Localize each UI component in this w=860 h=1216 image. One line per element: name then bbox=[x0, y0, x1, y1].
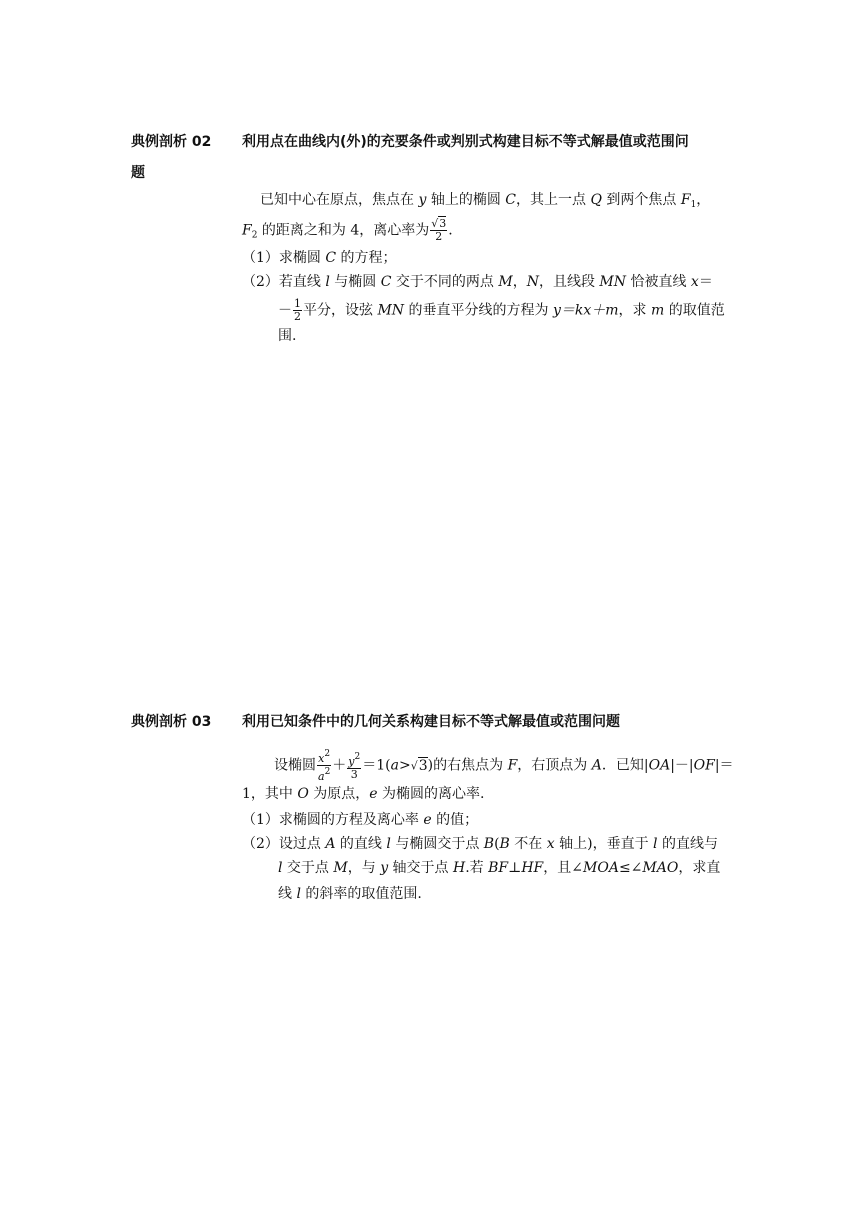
question-2-line-2 bbox=[278, 298, 725, 323]
var-BF: BF bbox=[488, 860, 509, 876]
question-2-line-3: 围. bbox=[278, 328, 297, 344]
text: ( bbox=[494, 836, 500, 852]
section-title: 利用点在曲线内(外)的充要条件或判别式构建目标不等式解最值或范围问 bbox=[242, 134, 689, 150]
text: ＋ bbox=[332, 757, 347, 774]
text: 的直线 bbox=[335, 836, 387, 852]
text: 交于点 bbox=[282, 860, 334, 876]
var-x: x bbox=[690, 274, 699, 290]
var-O: O bbox=[297, 786, 309, 802]
text: 恰被直线 bbox=[626, 274, 691, 290]
text: 的直线与 bbox=[657, 836, 718, 852]
var-a: a bbox=[390, 757, 399, 774]
text: ．已知| bbox=[601, 757, 649, 774]
text: . bbox=[448, 222, 453, 239]
var-F: F bbox=[507, 757, 518, 774]
denominator: 3 bbox=[350, 767, 358, 781]
text: 平分，设弦 bbox=[303, 302, 378, 319]
text: ≤∠ bbox=[618, 860, 643, 876]
var-y: y bbox=[380, 860, 389, 876]
text: （1）求椭圆 bbox=[242, 250, 326, 266]
text: .若 bbox=[465, 860, 489, 876]
text: 的方程； bbox=[336, 250, 397, 266]
text: 已知中心在原点，焦点在 bbox=[260, 192, 419, 208]
var-m: m bbox=[650, 302, 665, 319]
var-x: x bbox=[546, 836, 555, 852]
var-MAO: MAO bbox=[642, 860, 679, 876]
denominator: 2 bbox=[435, 230, 443, 243]
var-e: e bbox=[423, 812, 432, 828]
var-B: B bbox=[483, 836, 495, 852]
fraction-1-over-2 bbox=[293, 298, 302, 323]
text: 的斜率的取值范围. bbox=[300, 886, 422, 902]
text: ，与 bbox=[347, 860, 381, 876]
text: （2）设过点 bbox=[242, 836, 326, 852]
sqrt-3: 3 bbox=[418, 757, 428, 774]
numerator: 3 bbox=[439, 217, 447, 230]
problem-text-line-1: 设椭圆 $\frac{x^2}{a^2}$ ＋ $\frac{y^2}{3}$ ＝1(a>√3)的右焦点为 F，右顶点为 A．已知|OA|－|OF|＝ bbox=[274, 749, 734, 783]
text: )的右焦点为 bbox=[427, 757, 508, 774]
text: － bbox=[278, 302, 292, 319]
var-l: l bbox=[325, 274, 330, 290]
section-title-wrap: 题 bbox=[131, 165, 145, 181]
text: 为原点， bbox=[308, 786, 370, 802]
text: 轴上的椭圆 bbox=[426, 192, 506, 208]
numerator: x bbox=[318, 752, 325, 765]
question-2-line-3 bbox=[278, 884, 422, 904]
var-C: C bbox=[380, 274, 392, 290]
problem-text-line-2 bbox=[242, 784, 485, 804]
var-Q: Q bbox=[590, 192, 602, 208]
text: 线 bbox=[278, 886, 297, 902]
question-1 bbox=[242, 248, 397, 268]
question-2-line-1 bbox=[242, 834, 718, 854]
problem-text-line-1 bbox=[260, 190, 710, 215]
var-MN: MN bbox=[377, 302, 405, 319]
var-l: l bbox=[653, 836, 658, 852]
fraction-sqrt3-over-2: $\frac{√3}{2}$ bbox=[431, 217, 447, 243]
text: ＝1( bbox=[362, 757, 391, 774]
text: |－| bbox=[670, 757, 694, 774]
var-H: H bbox=[453, 860, 466, 876]
text: ， bbox=[512, 274, 527, 290]
var-M: M bbox=[498, 274, 513, 290]
var-MN: MN bbox=[599, 274, 627, 290]
section-label: 典例剖析 02 bbox=[131, 134, 212, 150]
var-B: B bbox=[499, 836, 510, 852]
text: 与椭圆交于点 bbox=[390, 836, 484, 852]
question-1 bbox=[242, 810, 478, 830]
text: 的距离之和为 4，离心率为 bbox=[257, 222, 430, 239]
text: 不在 bbox=[509, 836, 547, 852]
var-l: l bbox=[386, 836, 391, 852]
problem-text-line-2 bbox=[242, 218, 453, 246]
text: ⊥ bbox=[508, 860, 522, 876]
text: ，其上一点 bbox=[516, 192, 591, 208]
text: ，且∠ bbox=[543, 860, 583, 876]
text: 为椭圆的离心率. bbox=[377, 786, 485, 802]
text: （1）求椭圆的方程及离心率 bbox=[242, 812, 424, 828]
var-A: A bbox=[591, 757, 602, 774]
text: 轴上)，垂直于 bbox=[554, 836, 654, 852]
text: 设椭圆 bbox=[274, 757, 316, 774]
text: ，求直 bbox=[678, 860, 721, 876]
var-HF: HF bbox=[521, 860, 544, 876]
var-N: N bbox=[526, 274, 539, 290]
text: 的值； bbox=[431, 812, 479, 828]
numerator: y bbox=[348, 754, 355, 768]
text: ＝ bbox=[698, 274, 713, 290]
fraction-y2-over-3: $\frac{y^2}{3}$ bbox=[348, 751, 361, 781]
text: 1，其中 bbox=[242, 786, 298, 802]
var-OF: OF bbox=[693, 757, 715, 774]
section-label: 典例剖析 03 bbox=[131, 714, 212, 730]
subscript: 1 bbox=[690, 200, 697, 210]
denominator: a bbox=[318, 770, 325, 783]
text: ，且线段 bbox=[538, 274, 600, 290]
denominator: 2 bbox=[294, 310, 301, 323]
var-M: M bbox=[333, 860, 348, 876]
text: ， bbox=[696, 192, 711, 208]
text: 的取值范 bbox=[664, 302, 725, 319]
var-OA: OA bbox=[648, 757, 671, 774]
text: ，求 bbox=[618, 302, 651, 319]
equation: y＝kx＋m bbox=[552, 302, 619, 319]
question-2-line-2 bbox=[278, 858, 720, 878]
var-C: C bbox=[325, 250, 337, 266]
var-A: A bbox=[325, 836, 336, 852]
text: |＝ bbox=[714, 757, 734, 774]
text: 到两个焦点 bbox=[601, 192, 681, 208]
var-y: y bbox=[418, 192, 427, 208]
text: 轴交于点 bbox=[388, 860, 454, 876]
var-C: C bbox=[505, 192, 516, 208]
var-F: F bbox=[680, 192, 691, 208]
var-l: l bbox=[296, 886, 301, 902]
text: 的垂直平分线的方程为 bbox=[404, 302, 553, 319]
fraction-x2-over-a2: $\frac{x^2}{a^2}$ bbox=[318, 749, 331, 783]
var-l: l bbox=[278, 860, 283, 876]
text: 与椭圆 bbox=[329, 274, 381, 290]
section-title: 利用已知条件中的几何关系构建目标不等式解最值或范围问题 bbox=[242, 714, 620, 730]
text: （2）若直线 bbox=[242, 274, 326, 290]
var-F: F bbox=[242, 222, 252, 239]
text: ，右顶点为 bbox=[517, 757, 592, 774]
question-2-line-1 bbox=[242, 272, 713, 292]
var-e: e bbox=[369, 786, 378, 802]
numerator: 1 bbox=[294, 297, 301, 310]
subscript: 2 bbox=[251, 230, 258, 241]
text: > bbox=[398, 757, 411, 774]
text: 交于不同的两点 bbox=[391, 274, 499, 290]
var-MOA: MOA bbox=[583, 860, 619, 876]
